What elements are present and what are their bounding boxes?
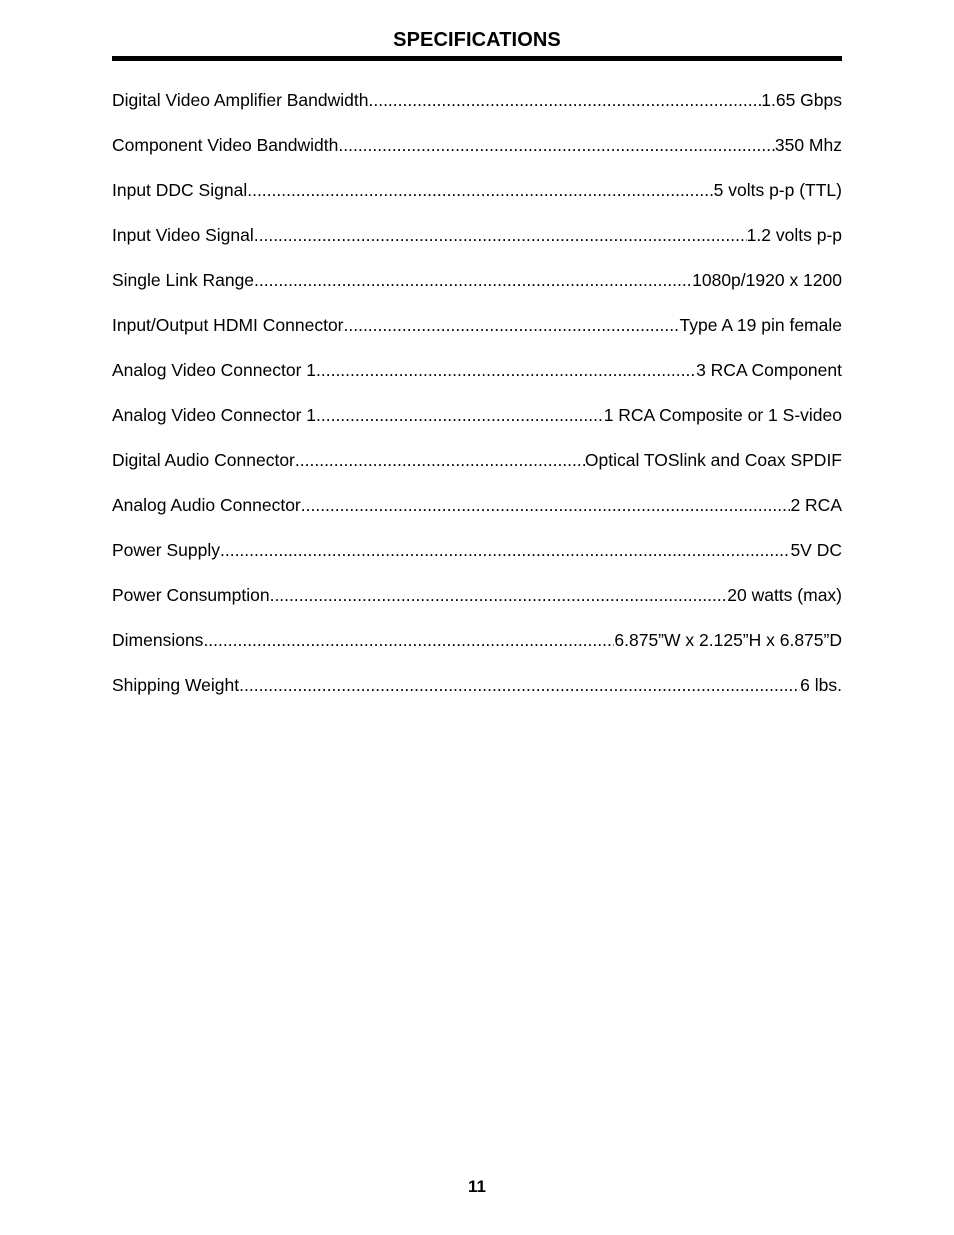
spec-list: [112, 88, 842, 718]
spec-value: 1 RCA Composite or 1 S-video: [603, 405, 842, 425]
spec-value: 6 lbs.: [800, 675, 842, 695]
dot-leader: [270, 583, 728, 607]
spec-value: 2 RCA: [790, 495, 842, 515]
spec-row: [112, 403, 842, 448]
spec-row: [112, 88, 842, 133]
dot-leader: [316, 403, 604, 427]
spec-label: Analog Audio Connector: [112, 495, 301, 515]
dot-leader: [301, 493, 791, 517]
spec-row: [112, 628, 842, 673]
dot-leader: [295, 448, 585, 472]
dot-leader: [239, 673, 800, 697]
dot-leader: [220, 538, 790, 562]
dot-leader: [254, 268, 692, 292]
spec-label: Power Supply: [112, 540, 220, 560]
spec-row: [112, 538, 842, 583]
page-number: 11: [468, 1177, 486, 1196]
spec-label: Single Link Range: [112, 270, 255, 290]
spec-label: Digital Audio Connector: [112, 450, 295, 470]
spec-value: 3 RCA Component: [696, 360, 842, 380]
dot-leader: [338, 133, 775, 157]
spec-value: 6.875”W x 2.125”H x 6.875”D: [614, 630, 842, 650]
spec-value: 1.2 volts p-p: [746, 225, 842, 245]
dot-leader: [316, 358, 696, 382]
spec-row: [112, 358, 842, 403]
spec-value: 1.65 Gbps: [761, 90, 842, 110]
spec-value: 5V DC: [790, 540, 842, 560]
spec-row: [112, 448, 842, 493]
spec-value: 1080p/1920 x 1200: [692, 270, 842, 290]
dot-leader: [254, 223, 747, 247]
spec-label: Power Consumption: [112, 585, 270, 605]
spec-row: [112, 493, 842, 538]
spec-label: Dimensions: [112, 630, 204, 650]
dot-leader: [368, 88, 761, 112]
page-title: SPECIFICATIONS: [393, 29, 561, 51]
spec-row: [112, 133, 842, 178]
spec-value: Type A 19 pin female: [679, 315, 842, 335]
spec-label: Analog Video Connector 1: [112, 405, 316, 425]
spec-row: [112, 313, 842, 358]
spec-label: Shipping Weight: [112, 675, 240, 695]
spec-value: 350 Mhz: [774, 135, 842, 155]
spec-row: [112, 268, 842, 313]
spec-label: Component Video Bandwidth: [112, 135, 339, 155]
spec-value: 5 volts p-p (TTL): [713, 180, 842, 200]
spec-label: Input/Output HDMI Connector: [112, 315, 344, 335]
spec-label: Analog Video Connector 1: [112, 360, 316, 380]
spec-value: Optical TOSlink and Coax SPDIF: [584, 450, 842, 470]
spec-value: 20 watts (max): [727, 585, 842, 605]
dot-leader: [203, 628, 614, 652]
spec-row: [112, 178, 842, 223]
spec-row: [112, 583, 842, 628]
spec-label: Input Video Signal: [112, 225, 254, 245]
dot-leader: [344, 313, 680, 337]
dot-leader: [247, 178, 713, 202]
spec-row: [112, 223, 842, 268]
spec-row: [112, 673, 842, 718]
spec-label: Digital Video Amplifier Bandwidth: [112, 90, 369, 110]
spec-label: Input DDC Signal: [112, 180, 248, 200]
title-divider: [112, 56, 842, 61]
